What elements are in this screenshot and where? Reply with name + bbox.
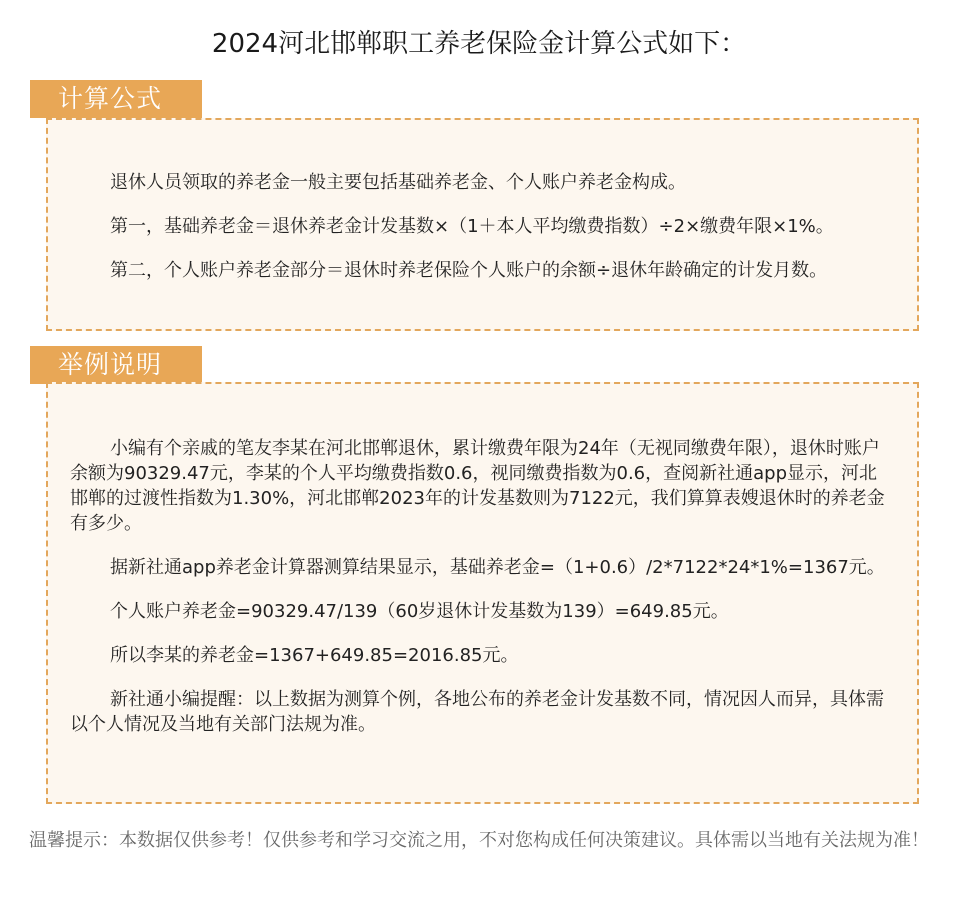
example-paragraph: 新社通小编提醒：以上数据为测算个例，各地公布的养老金计发基数不同，情况因人而异，具体需以个人情况及当地有关部门法规为准。 [70, 689, 884, 735]
page-title: 2024河北邯郸职工养老保险金计算公式如下： [211, 29, 747, 59]
example-box [46, 382, 919, 804]
example-paragraph: 据新社通app养老金计算器测算结果显示，基础养老金=（1+0.6）/2*7122*24*1%=1367元。 [110, 557, 885, 578]
formula-paragraph: 退休人员领取的养老金一般主要包括基础养老金、个人账户养老金构成。 [110, 172, 686, 193]
example-paragraph: 所以李某的养老金=1367+649.85=2016.85元。 [110, 645, 519, 666]
footer-disclaimer: 温馨提示：本数据仅供参考！仅供参考和学习交流之用，不对您构成任何决策建议。具体需以当地有关法规为准！ [29, 830, 929, 851]
formula-paragraph: 第一，基础养老金＝退休养老金计发基数×（1＋本人平均缴费指数）÷2×缴费年限×1%。 [110, 216, 834, 237]
section-label-formula: 计算公式 [30, 80, 202, 118]
example-paragraph: 小编有个亲戚的笔友李某在河北邯郸退休，累计缴费年限为24年（无视同缴费年限），退休时账户余额为90329.47元，李某的个人平均缴费指数0.6，视同缴费指数为0.6，查阅新社通app显示，河北邯郸的过渡性指数为1.30%，河北邯郸2023年的计发基数则为7122元，我们算算表嫂退休时的养老金有多少。 [70, 438, 885, 534]
example-paragraph: 个人账户养老金=90329.47/139（60岁退休计发基数为139）=649.85元。 [110, 601, 729, 622]
section-label-example: 举例说明 [30, 346, 202, 384]
formula-box [46, 118, 919, 331]
formula-paragraph: 第二，个人账户养老金部分＝退休时养老保险个人账户的余额÷退休年龄确定的计发月数。 [110, 260, 828, 281]
